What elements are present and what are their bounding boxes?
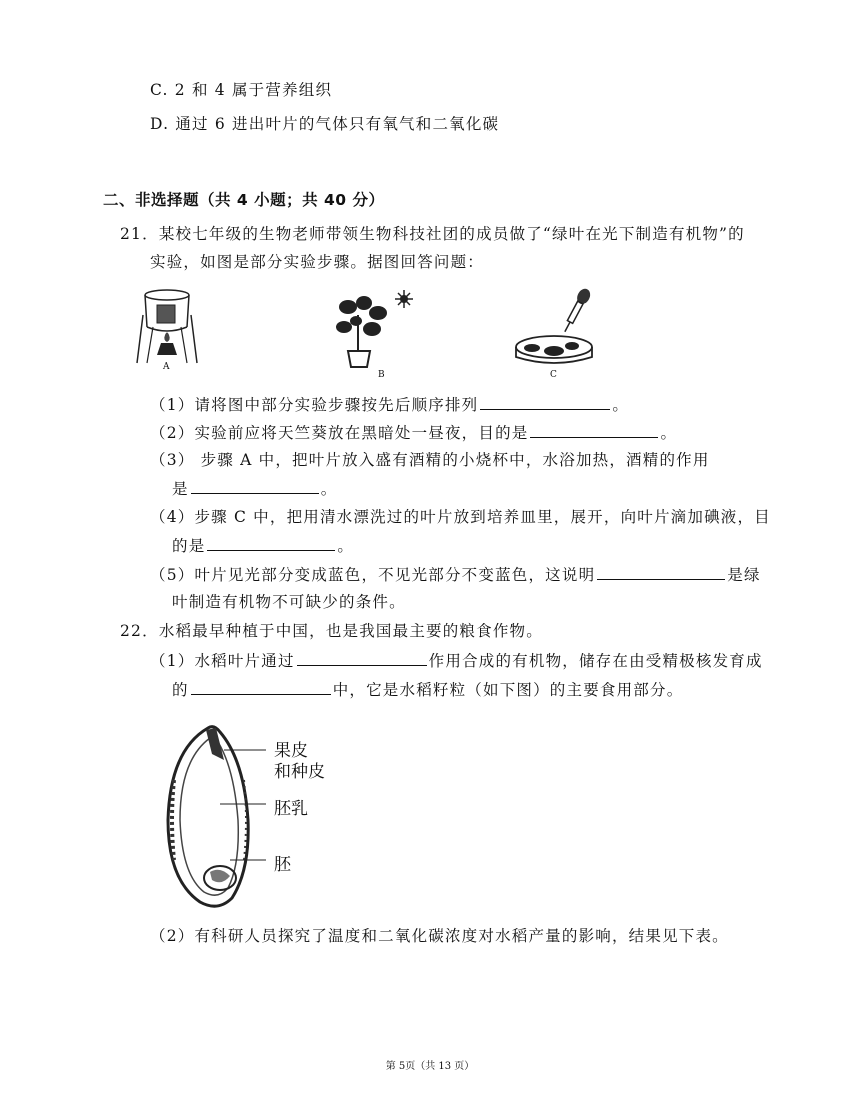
label-endosperm: 胚乳 (274, 799, 308, 819)
figure-c-label: C (550, 370, 557, 380)
q22-sub2: （2）有科研人员探究了温度和二氧化碳浓度对水稻产量的影响，结果见下表。 (150, 927, 729, 945)
q21-stem-line2: 实验，如图是部分实验步骤。据图回答问题： (150, 253, 485, 271)
q22-stem: 22．水稻最早种植于中国，也是我国最主要的粮食作物。 (120, 622, 543, 640)
option-d: D. 通过 6 进出叶片的气体只有氧气和二氧化碳 (150, 115, 500, 133)
label-pericarp-line1: 果皮 (274, 741, 308, 761)
q21-sub3-text: 是 (172, 480, 189, 498)
q21-sub3-line2 (172, 477, 337, 500)
q22-sub1-text-a: （1）水稻叶片通过 (150, 652, 295, 670)
q21-sub5-text: （5）叶片见光部分变成蓝色，不见光部分不变蓝色，这说明 (150, 566, 596, 584)
q21-sub4-line2 (172, 534, 354, 557)
q21-sub4-line1: （4）步骤 C 中，把用清水漂洗过的叶片放到培养皿里，展开，向叶片滴加碘液，目 (150, 508, 771, 526)
figure-c-petri-dish (512, 285, 612, 370)
q21-sub5-end: 是绿 (727, 566, 761, 584)
q21-sub4-answer-blank[interactable] (207, 534, 335, 551)
q22-sub1-line1 (150, 649, 763, 672)
q22-sub1-answer-blank-1[interactable] (297, 649, 427, 666)
q22-sub1-text-c: 的 (172, 681, 189, 699)
q21-sub2 (150, 421, 677, 444)
q21-sub3-line1: （3） 步骤 A 中，把叶片放入盛有酒精的小烧杯中，水浴加热，酒精的作用 (150, 451, 710, 469)
q21-stem-line1: 21．某校七年级的生物老师带领生物科技社团的成员做了“绿叶在光下制造有机物”的 (120, 225, 745, 243)
rice-grain-diagram (160, 720, 270, 915)
q21-sub5-line1 (150, 563, 761, 586)
page-footer: 第 5页（共 13 页） (385, 1061, 475, 1072)
q21-sub1-text: （1）请将图中部分实验步骤按先后顺序排列 (150, 396, 479, 414)
q21-sub4-text: 的是 (172, 537, 206, 555)
q21-sub5-answer-blank[interactable] (597, 563, 725, 580)
q22-sub1-text-b: 作用合成的有机物，储存在由受精极核发育成 (428, 652, 763, 670)
q22-sub1-line2 (172, 678, 683, 701)
q21-sub3-answer-blank[interactable] (191, 477, 319, 494)
q21-sub1-answer-blank[interactable] (480, 393, 610, 410)
figure-b-plant (330, 285, 420, 370)
q21-sub2-answer-blank[interactable] (530, 421, 658, 438)
q22-sub1-answer-blank-2[interactable] (191, 678, 331, 695)
q21-sub1 (150, 393, 629, 416)
label-pericarp-line2: 和种皮 (274, 762, 325, 782)
label-embryo: 胚 (274, 855, 291, 875)
q21-sub2-end: 。 (660, 424, 678, 442)
figure-a-water-bath (133, 285, 203, 370)
q21-sub3-end: 。 (320, 480, 338, 498)
q21-sub5-line2: 叶制造有机物不可缺少的条件。 (172, 593, 406, 611)
q22-sub1-text-d: 中，它是水稻籽粒（如下图）的主要食用部分。 (332, 681, 684, 699)
q21-sub1-end: 。 (612, 396, 630, 414)
figure-b-label: B (378, 370, 385, 380)
q21-sub4-end: 。 (337, 537, 355, 555)
section-title: 二、非选择题（共 4 小题；共 40 分） (103, 191, 385, 209)
option-c: C. 2 和 4 属于营养组织 (150, 81, 333, 99)
figure-a-label: A (163, 362, 170, 372)
q21-sub2-text: （2）实验前应将天竺葵放在黑暗处一昼夜，目的是 (150, 424, 529, 442)
